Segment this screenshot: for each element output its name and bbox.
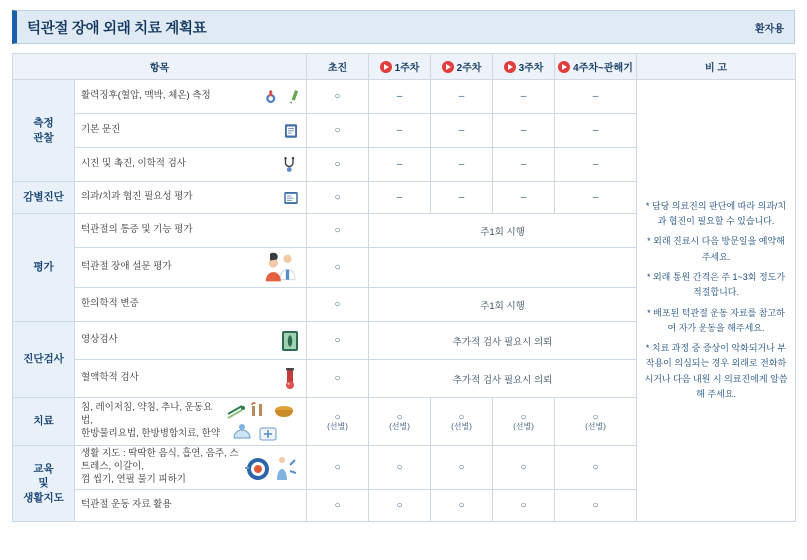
item-icons [244,453,300,483]
col-header-week-2-label: 2주차 [456,63,482,74]
cell-w2: – [431,182,493,214]
cell-w4-sub: (선별) [585,421,606,431]
cell-w4: – [555,80,637,114]
item-icons [264,88,300,106]
cell-w2: – [431,80,493,114]
cell-merged-note: 주1회 시행 [369,288,637,322]
item-icons [280,368,300,390]
cell-w1: ○ (선별) [369,398,431,446]
remark-line-4: * 치료 과정 중 증상이 악화되거나 부작용이 의심되는 경우 외래로 전화하시거나 다음 내원 시 의료진에게 알씀해 주세요. [644,343,788,399]
item-cell [75,398,307,446]
remark-line-2: * 외래 통원 간격은 주 1~3회 정도가 적절합니다. [646,271,786,298]
item-cell [75,114,307,148]
cell-w0: ○ [307,490,369,522]
clipboard-icon [282,122,300,140]
item-label: 턱관절 운동 자료 활용 [81,499,172,511]
cell-w3: ○ (선별) [493,398,555,446]
cell-w1: – [369,148,431,182]
cell-w3-sub: (선별) [513,421,534,431]
item-cell [75,80,307,114]
item-label: 생활 지도 : 딱딱한 음식, 흡연, 음주, 스트레스, 이갈이, 껌 씹기, 연필 물기 피하기 [81,448,239,485]
col-header-remark: 비 고 [637,54,796,80]
arrow-right-icon [380,61,392,73]
arrow-right-icon [442,61,454,73]
arrow-right-icon [558,61,570,73]
exercise-icon [277,457,296,480]
category-cell-measure: 측정 관찰 [13,80,75,182]
cell-w2: ○ (선별) [431,398,493,446]
cupping-icon [275,406,293,417]
item-icons [260,251,300,285]
cell-w1: ○ [369,490,431,522]
doctor-patient-icon [260,251,300,285]
item-label: 턱관절 장애 설문 평가 [81,261,172,273]
cell-w4: ○ [555,490,637,522]
cell-w1: – [369,80,431,114]
cell-w1: ○ [369,446,431,490]
moxibustion-icon [252,402,262,415]
col-header-item: 항목 [13,54,307,80]
item-label: 기본 문진 [81,124,121,136]
cell-w2: – [431,148,493,182]
cell-w0: ○ (선별) [307,398,369,446]
category-cell-diagnostic: 진단검사 [13,322,75,398]
cell-w0: ○ [307,288,369,322]
item-cell [75,248,307,288]
remark-line-3: * 배포된 턱관절 운동 자료를 참고하여 자가 운동을 해주세요. [647,307,785,333]
page-title: 턱관절 장애 외래 치료 계획표 [27,20,207,37]
cell-w1: – [369,182,431,214]
cell-w4: ○ (선별) [555,398,637,446]
item-icons [282,189,300,207]
remark-line-1: * 외래 진료시 다음 방문일을 예약해 주세요. [647,236,785,262]
col-header-week-2 [431,54,493,80]
item-label: 턱관절의 통증 및 기능 평가 [81,224,193,236]
item-label: 침, 레이저침, 약침, 추나, 운동요법, 한방물리요법, 한방병합치료, 한약 [81,402,221,439]
col-header-week-3-label: 3주차 [518,63,544,74]
item-icons [280,156,300,174]
item-label: 영상검사 [81,334,118,346]
cell-w0: ○ [307,80,369,114]
item-cell [75,360,307,398]
item-cell [75,148,307,182]
item-cell [75,446,307,490]
col-header-week-4 [555,54,637,80]
item-cell [75,288,307,322]
col-header-week-3 [493,54,555,80]
cell-w0: ○ [307,248,369,288]
col-header-week-1 [369,54,431,80]
cell-w4: – [555,114,637,148]
herb-icon [234,424,250,438]
cell-w0: ○ [307,148,369,182]
cell-w2-sub: (선별) [451,421,472,431]
acupuncture-icon [228,406,245,418]
col-header-week-1-label: 1주차 [394,63,420,74]
cell-w0: ○ [307,182,369,214]
item-cell [75,182,307,214]
table-row [13,80,796,114]
item-label: 한의학적 변증 [81,298,139,310]
cell-w0: ○ [307,114,369,148]
audience-label: 환자용 [755,23,784,35]
remark-cell [637,80,796,522]
category-cell-education: 교육 및 생활지도 [13,446,75,522]
cell-merged-note: 추가적 검사 필요시 의뢰 [369,360,637,398]
cell-w2: ○ [431,490,493,522]
arrow-right-icon [504,61,516,73]
cell-merged-note [369,248,637,288]
item-label: 의과/치과 협진 필요성 평가 [81,191,193,203]
item-icons [280,329,300,353]
item-cell [75,322,307,360]
stethoscope-icon [280,156,300,174]
cell-merged-note: 주1회 시행 [369,214,637,248]
item-label: 혈액학적 검사 [81,372,139,384]
table-header-row [13,54,796,80]
item-cell [75,490,307,522]
cell-w4: – [555,182,637,214]
cell-w3: – [493,182,555,214]
cell-w1: – [369,114,431,148]
col-header-week-0-label: 초진 [327,63,348,74]
category-cell-evaluation: 평가 [13,214,75,322]
cell-merged-note: 추가적 검사 필요시 의뢰 [369,322,637,360]
item-icons [282,122,300,140]
item-cell [75,214,307,248]
document-check-icon [282,189,300,207]
cell-w3: – [493,80,555,114]
cell-w3: – [493,114,555,148]
blood-test-icon [280,368,300,390]
pen-icon [284,88,300,106]
xray-icon [280,329,300,353]
cell-w4: ○ [555,446,637,490]
cell-w4: – [555,148,637,182]
col-header-week-4-label: 4주차~관해기 [573,63,633,74]
cell-w0: ○ [307,360,369,398]
therapy-icon [260,428,276,440]
cell-w3: ○ [493,490,555,522]
cell-w0: ○ [307,446,369,490]
category-cell-differential: 감별진단 [13,182,75,214]
food-icon [245,458,269,480]
thermometer-icon [264,88,282,106]
item-label: 활력징후(혈압, 맥박, 체온) 측정 [81,90,211,102]
item-label: 시진 및 촉진, 이학적 검사 [81,158,186,170]
page-header [12,10,795,44]
cell-w2: – [431,114,493,148]
cell-w0: ○ [307,322,369,360]
item-icons [226,400,300,444]
remark-line-0: * 담당 의료진의 판단에 따라 의과/치과 협진이 필요할 수 있습니다. [645,200,787,227]
cell-w0: ○ [307,214,369,248]
cell-w2: ○ [431,446,493,490]
category-cell-treatment: 치료 [13,398,75,446]
cell-w3: ○ [493,446,555,490]
cell-w0-sub: (선별) [327,421,348,431]
treatment-plan-table [12,53,796,522]
cell-w3: – [493,148,555,182]
col-header-week-0 [307,54,369,80]
cell-w1-sub: (선별) [389,421,410,431]
